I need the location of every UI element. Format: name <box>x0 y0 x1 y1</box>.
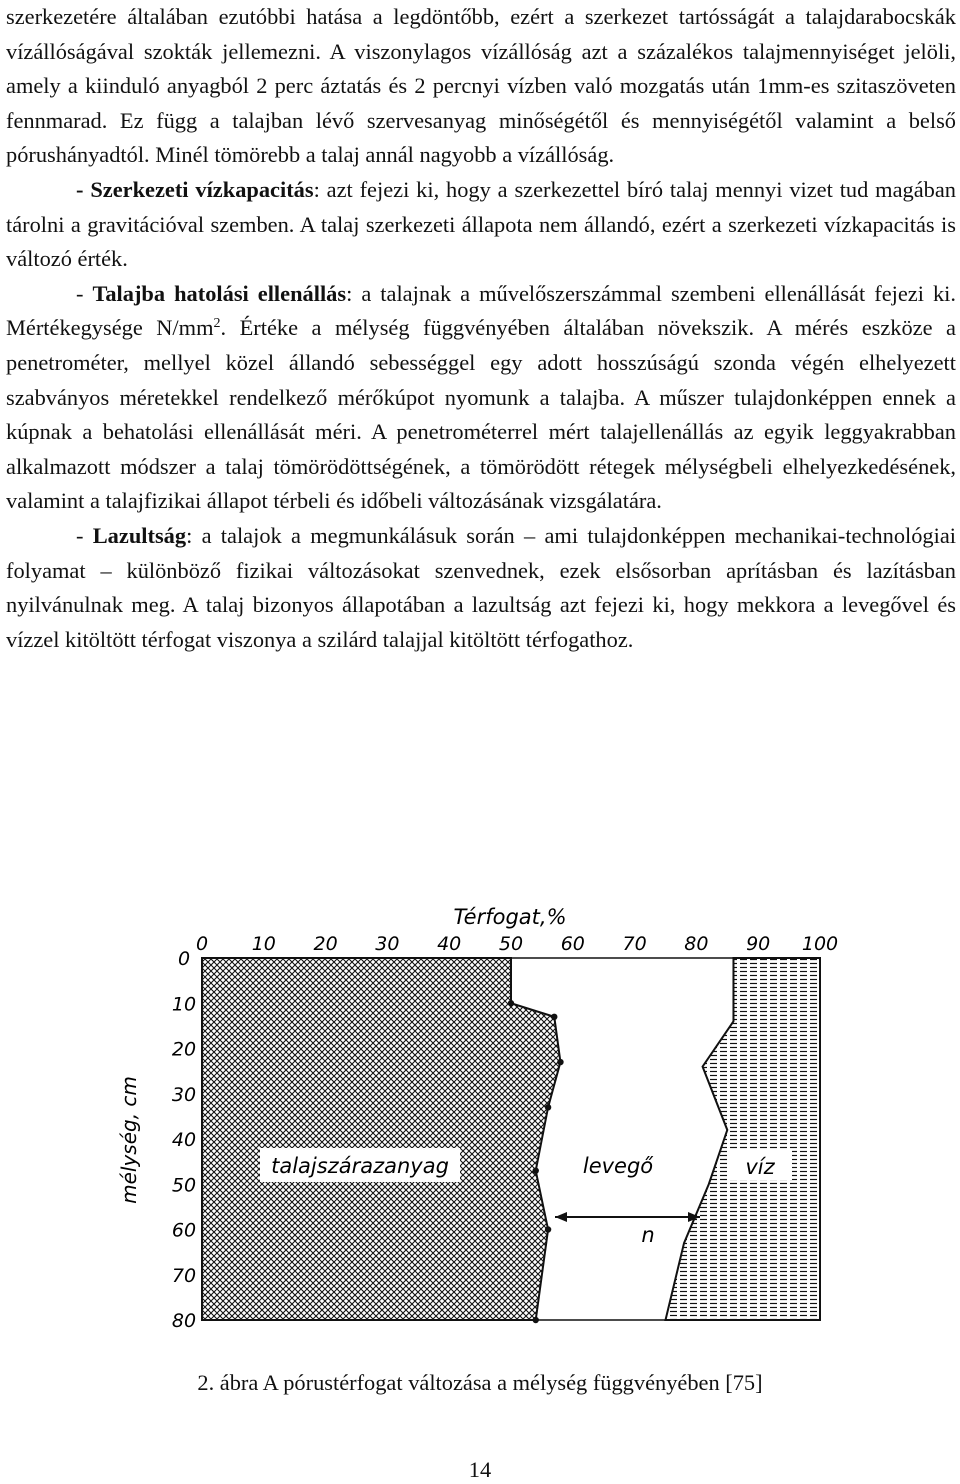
y-tick-label: 60 <box>171 1219 197 1242</box>
x-tick-label: 10 <box>251 933 276 955</box>
figure-caption: 2. ábra A pórustérfogat változása a mélység függvényében [75] <box>197 1370 763 1395</box>
dash: - <box>76 522 93 548</box>
paragraph-2-text: : azt fejezi ki, hogy a szerkezettel bíró talaj mennyi vizet tud magában tárolni a gravitációval szemben. A talaj szerkezeti állapota nem állandó, ezért a szerkezeti vízkapacitás is változó érték. <box>6 176 956 272</box>
paragraph-3 <box>6 277 956 519</box>
paragraph-3-text-a: : a talajnak a művelőszerszámmal szembeni ellenállását fejezi ki. Mértékegysége N/mm <box>6 280 956 341</box>
label-solid: talajszárazanyag <box>271 1154 449 1178</box>
figure-porosity-depth <box>100 890 860 1340</box>
paragraph-1: szerkezetére általában ezutóbbi hatása a legdöntőbb, ezért a szerkezet tartósságát a talajdarabocskák vízállóságával szokták jellemezni. A viszonylagos vízállóság azt a százalékos talajmennyiséget jelöli, amely a kiinduló anyagból 2 perc áztatás és 2 percnyi vízben való mozgatás után 1mm-es szitaszöveten fennmarad. Ez függ a talajban lévő szervesanyag minőségétől és mennyiségétől valamint a belső pórushányadtól. Minél tömörebb a talaj annál nagyobb a vízállóság. <box>6 4 956 168</box>
paragraph-3-text-b: . Értéke a mélység függvényében általában növekszik. A mérés eszköze a penetrométer, mellyel közel állandó sebességgel egy adott hosszúságú szonda végén elhelyezett szabványos méretekkel rendelkező mérőkúpot nyomunk a talajba. A műszer tulajdonképpen ennek a kúpnak a behatolási ellenállását méri. A penetrométerrel mért talajellenállás az egyik leggyakrabban alkalmazott módszer a talaj tömörödöttségének, a tömörödött rétegek mélységbeli elhelyezkedésének, valamint a talajfizikai állapot térbeli és időbeli változásának vizsgálatára. <box>6 315 956 514</box>
label-water: víz <box>745 1155 775 1179</box>
label-porosity: n <box>641 1223 655 1247</box>
paragraph-4-text: : a talajok a megmunkálásuk során – ami tulajdonképpen mechanikai-technológiai folyamat – különböző fizikai változásokat szenvednek, ezek elsősorban aprításban és lazításban nyilvánulnak meg. A talaj bizonyos állapotában a lazultság azt fejezi ki, hogy mekkora a levegővel és vízzel kitöltött térfogat viszonya a szilárd talajjal kitöltött térfogathoz. <box>6 522 956 652</box>
y-tick-label: 50 <box>171 1174 197 1197</box>
x-tick-label: 100 <box>801 933 839 955</box>
x-tick-label: 80 <box>684 933 709 955</box>
y-tick-label: 30 <box>171 1083 197 1106</box>
y-tick-label: 0 <box>177 948 191 970</box>
solid-region <box>202 958 560 1320</box>
x-tick-label: 30 <box>375 933 400 955</box>
solid-boundary-point <box>545 1226 551 1232</box>
solid-boundary-point <box>545 1104 551 1110</box>
solid-boundary-point <box>533 1167 539 1173</box>
y-tick-label: 20 <box>171 1038 197 1061</box>
term-talajba-hatolasi-ellenallas: Talajba hatolási ellenállás <box>92 280 347 306</box>
page-number: 14 <box>468 1457 492 1482</box>
y-tick-label: 40 <box>171 1129 197 1151</box>
solid-boundary-point <box>508 1000 514 1006</box>
x-tick-label: 50 <box>498 933 524 955</box>
x-tick-label: 90 <box>746 933 771 955</box>
x-tick-label: 60 <box>560 933 585 955</box>
paragraph-4 <box>6 519 956 657</box>
term-lazultsag: Lazultság <box>92 522 187 548</box>
solid-boundary-point <box>551 1014 557 1020</box>
dash: - <box>76 280 93 306</box>
superscript: 2 <box>213 316 221 332</box>
x-tick-label: 70 <box>622 933 647 955</box>
term-szerkezeti-vizkapacitas: - Szerkezeti vízkapacitás <box>76 176 314 202</box>
x-tick-label: 0 <box>195 933 209 955</box>
figure-svg <box>100 890 860 1340</box>
y-tick-label: 10 <box>171 993 197 1016</box>
solid-boundary-point <box>533 1317 539 1323</box>
x-tick-label: 20 <box>313 933 338 955</box>
x-tick-label: 40 <box>437 933 462 955</box>
y-axis-title: mélység, cm <box>117 1076 141 1204</box>
label-air: levegő <box>582 1154 654 1178</box>
y-tick-label: 70 <box>171 1264 197 1287</box>
solid-boundary-point <box>557 1059 563 1065</box>
paragraph-2 <box>6 173 956 277</box>
top-axis-title: Térfogat,% <box>453 905 567 929</box>
y-tick-label: 80 <box>171 1310 197 1332</box>
body-text <box>6 0 956 657</box>
